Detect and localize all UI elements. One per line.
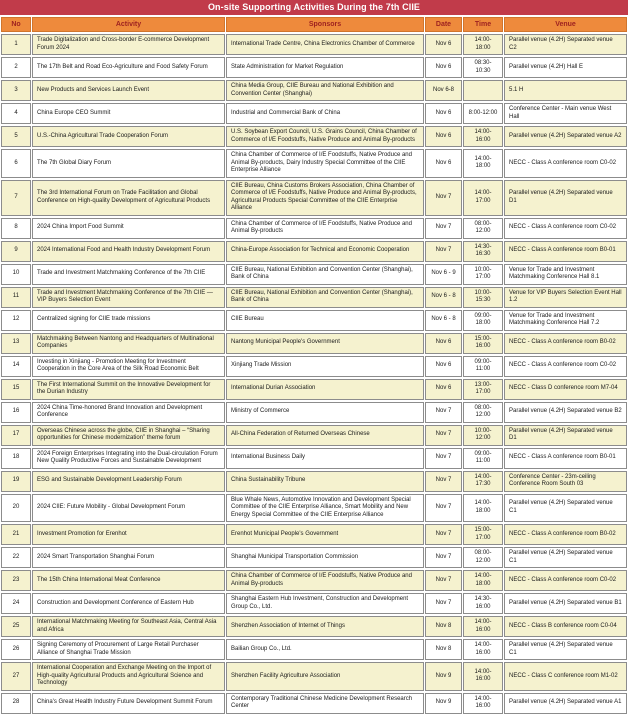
table-row [1,287,627,308]
cell-venue: Parallel venue (4.2H) Separated venue B1 [504,593,627,614]
cell-activity: Trade Digitalization and Cross-border E-commerce Development Forum 2024 [32,34,225,55]
cell-no: 7 [1,180,31,216]
cell-sponsors: China Chamber of Commerce of I/E Foodstuffs, Native Produce and Animal By-products, Dairy Industry Special Committee of the CIIE Enterprise Alliance [226,149,424,178]
cell-sponsors: Shenzhen Association of Internet of Things [226,616,424,637]
cell-no: 13 [1,333,31,354]
column-header-time: Time [463,17,503,32]
table-row [1,547,627,568]
cell-date: Nov 7 [425,448,462,469]
table-row [1,103,627,124]
cell-date: Nov 6 - 8 [425,310,462,331]
cell-venue: NECC - Class A conference room C0-02 [504,356,627,377]
cell-sponsors: CIIE Bureau, China Customs Brokers Association, China Chamber of Commerce of I/E Foodstuffs, Native Produce and Animal By-products, Agricultural Products Special Committee of the CIIE Enterprise Alliance [226,180,424,216]
table-row [1,662,627,691]
cell-activity: The 7th Global Diary Forum [32,149,225,178]
cell-date: Nov 7 [425,547,462,568]
column-header-sponsors: Sponsors [226,17,424,32]
cell-activity: Trade and Investment Matchmaking Conference of the 7th CIIE [32,264,225,285]
cell-activity: Signing Ceremony of Procurement of Large Retail Purchaser Alliance of Shanghai Trade Mission [32,639,225,660]
table-row [1,425,627,446]
cell-time: 14:00-16:00 [463,693,503,714]
table-row [1,402,627,423]
cell-no: 4 [1,103,31,124]
cell-time: 10:00-12:00 [463,425,503,446]
cell-time: 08:30-10:30 [463,57,503,78]
cell-no: 16 [1,402,31,423]
cell-time: 08:00-12:00 [463,547,503,568]
cell-no: 25 [1,616,31,637]
cell-no: 10 [1,264,31,285]
cell-sponsors: Shenzhen Facility Agriculture Association [226,662,424,691]
cell-time: 09:00-11:00 [463,356,503,377]
cell-activity: 2024 China Time-honored Brand Innovation and Development Conference [32,402,225,423]
cell-no: 6 [1,149,31,178]
cell-sponsors: Contemporary Traditional Chinese Medicine Development Research Center [226,693,424,714]
cell-no: 24 [1,593,31,614]
cell-venue: Parallel venue (4.2H) Separated venue A2 [504,126,627,147]
cell-sponsors: State Administration for Market Regulation [226,57,424,78]
cell-no: 21 [1,524,31,545]
cell-date: Nov 9 [425,662,462,691]
cell-date: Nov 7 [425,494,462,523]
cell-activity: Matchmaking Between Nantong and Headquarters of Multinational Companies [32,333,225,354]
cell-no: 26 [1,639,31,660]
cell-activity: 2024 Foreign Enterprises Integrating into the Dual-circulation Forum New Quality Productive Forces and Sustainable Development [32,448,225,469]
cell-sponsors: China Chamber of Commerce of I/E Foodstuffs, Native Produce and Animal By-products [226,218,424,239]
cell-sponsors: China Media Group, CIIE Bureau and National Exhibition and Convention Center (Shanghai) [226,80,424,101]
table-row [1,593,627,614]
cell-venue: Venue for Trade and Investment Matchmaking Conference Hall 8.1 [504,264,627,285]
cell-venue: NECC - Class A conference room B0-01 [504,448,627,469]
table-row [1,448,627,469]
table-row [1,241,627,262]
cell-no: 11 [1,287,31,308]
cell-date: Nov 6 [425,149,462,178]
cell-sponsors: China-Europe Association for Technical and Economic Cooperation [226,241,424,262]
cell-no: 12 [1,310,31,331]
cell-date: Nov 7 [425,180,462,216]
cell-activity: 2024 International Food and Health Industry Development Forum [32,241,225,262]
cell-time: 14:00-17:00 [463,180,503,216]
cell-venue: NECC - Class A conference room C0-02 [504,218,627,239]
cell-sponsors: Industrial and Commercial Bank of China [226,103,424,124]
table-row [1,310,627,331]
cell-date: Nov 7 [425,593,462,614]
cell-no: 8 [1,218,31,239]
table-row [1,264,627,285]
cell-activity: The First International Summit on the Innovative Development for the Durian Industry [32,379,225,400]
cell-venue: Conference Center - 23m-ceiling Conference Room South 03 [504,471,627,492]
cell-venue: NECC - Class C conference room M1-02 [504,662,627,691]
cell-date: Nov 9 [425,693,462,714]
cell-no: 22 [1,547,31,568]
cell-date: Nov 7 [425,241,462,262]
cell-sponsors: CIIE Bureau, National Exhibition and Convention Center (Shanghai), Bank of China [226,287,424,308]
cell-time: 14:00-18:00 [463,149,503,178]
cell-no: 27 [1,662,31,691]
table-body [1,34,627,714]
cell-date: Nov 7 [425,218,462,239]
cell-time: 14:00-16:00 [463,662,503,691]
cell-sponsors: U.S. Soybean Export Council, U.S. Grains Council, China Chamber of Commerce of I/E Foodstuffs, Native Produce and Animal By-products [226,126,424,147]
cell-activity: China's Great Health Industry Future Development Summit Forum [32,693,225,714]
cell-venue: Parallel venue (4.2H) Separated venue D1 [504,425,627,446]
cell-time: 14:00-16:00 [463,639,503,660]
cell-time: 14:00-18:00 [463,494,503,523]
cell-time: 08:00-12:00 [463,402,503,423]
cell-no: 2 [1,57,31,78]
table-row [1,570,627,591]
cell-date: Nov 7 [425,425,462,446]
cell-date: Nov 6 - 9 [425,264,462,285]
table-row [1,149,627,178]
cell-activity: 2024 Smart Transportation Shanghai Forum [32,547,225,568]
cell-no: 19 [1,471,31,492]
cell-time: 10:00-17:00 [463,264,503,285]
cell-sponsors: Nantong Municipal People's Government [226,333,424,354]
cell-date: Nov 6-8 [425,80,462,101]
cell-time: 10:00-15:30 [463,287,503,308]
cell-date: Nov 6 [425,356,462,377]
cell-venue: NECC - Class B conference room C0-04 [504,616,627,637]
cell-activity: 2024 CIIE: Future Mobility - Global Development Forum [32,494,225,523]
cell-time: 09:00-18:00 [463,310,503,331]
cell-venue: Parallel venue (4.2H) Separated venue C1 [504,639,627,660]
table-row [1,126,627,147]
cell-date: Nov 7 [425,471,462,492]
cell-venue: NECC - Class D conference room M7-04 [504,379,627,400]
cell-sponsors: China Sustainability Tribune [226,471,424,492]
cell-activity: China Europe CEO Summit [32,103,225,124]
cell-activity: Trade and Investment Matchmaking Conference of the 7th CIIE — VIP Buyers Selection Event [32,287,225,308]
cell-no: 20 [1,494,31,523]
cell-time: 8:00-12:00 [463,103,503,124]
table-row [1,356,627,377]
table-row [1,333,627,354]
cell-sponsors: All-China Federation of Returned Overseas Chinese [226,425,424,446]
cell-sponsors: CIIE Bureau, National Exhibition and Convention Center (Shanghai), Bank of China [226,264,424,285]
cell-time: 14:00-16:00 [463,126,503,147]
cell-date: Nov 6 [425,126,462,147]
activities-table [0,15,628,716]
cell-date: Nov 6 [425,379,462,400]
table-header-row [1,17,627,32]
cell-time: 15:00-16:00 [463,333,503,354]
cell-sponsors: Blue Whale News, Automotive Innovation and Development Special Committee of the CIIE Enterprise Alliance, Smart Mobility and New Energy Special Committee of the CIIE Enterprise Alliance [226,494,424,523]
cell-date: Nov 7 [425,524,462,545]
cell-venue: NECC - Class A conference room C0-02 [504,570,627,591]
cell-no: 1 [1,34,31,55]
table-row [1,616,627,637]
cell-date: Nov 6 [425,103,462,124]
cell-activity: The 3rd International Forum on Trade Facilitation and Global Conference on High-quality Development of Agricultural Products [32,180,225,216]
cell-sponsors: International Trade Centre, China Electronics Chamber of Commerce [226,34,424,55]
cell-date: Nov 6 [425,333,462,354]
cell-venue: NECC - Class A conference room B0-01 [504,241,627,262]
table-row [1,471,627,492]
cell-activity: Centralized signing for CIIE trade missions [32,310,225,331]
cell-venue: Parallel venue (4.2H) Separated venue C1 [504,547,627,568]
cell-no: 3 [1,80,31,101]
cell-time: 14:00-18:00 [463,34,503,55]
table-row [1,57,627,78]
cell-venue: Parallel venue (4.2H) Separated venue C2 [504,34,627,55]
cell-time: 14:00-17:30 [463,471,503,492]
table-row [1,379,627,400]
cell-sponsors: China Chamber of Commerce of I/E Foodstuffs, Native Produce and Animal By-products [226,570,424,591]
page-title: On-site Supporting Activities During the 7th CIIE [0,0,628,15]
cell-venue: Venue for VIP Buyers Selection Event Hall 1.2 [504,287,627,308]
cell-activity: The 17th Belt and Road Eco-Agriculture and Food Safety Forum [32,57,225,78]
cell-date: Nov 8 [425,616,462,637]
cell-sponsors: Shanghai Municipal Transportation Commission [226,547,424,568]
cell-time: 14:00-18:00 [463,570,503,591]
table-row [1,80,627,101]
column-header-activity: Activity [32,17,225,32]
cell-date: Nov 6 [425,57,462,78]
cell-no: 23 [1,570,31,591]
table-row [1,524,627,545]
cell-no: 15 [1,379,31,400]
cell-sponsors: International Business Daily [226,448,424,469]
cell-time: 14:00-16:00 [463,616,503,637]
table-row [1,693,627,714]
table-row [1,218,627,239]
cell-venue: 5.1 H [504,80,627,101]
cell-activity: International Cooperation and Exchange Meeting on the Import of High-quality Agricultural Products and Agricultural Science and Technology [32,662,225,691]
table-row [1,494,627,523]
cell-sponsors: CIIE Bureau [226,310,424,331]
cell-venue: Parallel venue (4.2H) Separated venue C1 [504,494,627,523]
cell-no: 5 [1,126,31,147]
cell-time: 13:00-17:00 [463,379,503,400]
cell-no: 17 [1,425,31,446]
cell-time: 09:00-11:00 [463,448,503,469]
cell-activity: 2024 China Import Food Summit [32,218,225,239]
cell-sponsors: Xinjiang Trade Mission [226,356,424,377]
cell-date: Nov 6 - 8 [425,287,462,308]
cell-sponsors: Erenhot Municipal People's Government [226,524,424,545]
cell-date: Nov 8 [425,639,462,660]
cell-time: 14:30-16:00 [463,593,503,614]
cell-venue: Venue for Trade and Investment Matchmaking Conference Hall 7.2 [504,310,627,331]
cell-venue: Conference Center - Main venue West Hall [504,103,627,124]
cell-venue: Parallel venue (4.2H) Separated venue A1 [504,693,627,714]
cell-venue: NECC - Class A conference room C0-02 [504,149,627,178]
table-row [1,180,627,216]
cell-sponsors: Bailian Group Co., Ltd. [226,639,424,660]
cell-time [463,80,503,101]
column-header-venue: Venue [504,17,627,32]
cell-activity: International Matchmaking Meeting for Southeast Asia, Central Asia and Africa [32,616,225,637]
table-row [1,34,627,55]
cell-sponsors: International Durian Association [226,379,424,400]
cell-no: 9 [1,241,31,262]
table-row [1,639,627,660]
cell-venue: Parallel venue (4.2H) Separated venue D1 [504,180,627,216]
cell-activity: Construction and Development Conference of Eastern Hub [32,593,225,614]
cell-sponsors: Shanghai Eastern Hub Investment, Construction and Development Group Co., Ltd. [226,593,424,614]
cell-venue: Parallel venue (4.2H) Hall E [504,57,627,78]
cell-date: Nov 7 [425,570,462,591]
cell-time: 08:00-12:00 [463,218,503,239]
cell-venue: NECC - Class A conference room B0-02 [504,524,627,545]
column-header-no: No [1,17,31,32]
cell-date: Nov 7 [425,402,462,423]
cell-activity: ESG and Sustainable Development Leadership Forum [32,471,225,492]
cell-date: Nov 6 [425,34,462,55]
cell-no: 18 [1,448,31,469]
cell-activity: Investing in Xinjiang - Promotion Meeting for Investment Cooperation in the Core Area of the Silk Road Economic Belt [32,356,225,377]
cell-time: 15:00-17:00 [463,524,503,545]
cell-sponsors: Ministry of Commerce [226,402,424,423]
cell-activity: New Products and Services Launch Event [32,80,225,101]
cell-venue: NECC - Class A conference room B0-02 [504,333,627,354]
cell-no: 28 [1,693,31,714]
column-header-date: Date [425,17,462,32]
cell-activity: The 15th China International Meat Conference [32,570,225,591]
cell-venue: Parallel venue (4.2H) Separated venue B2 [504,402,627,423]
cell-time: 14:30-16:30 [463,241,503,262]
cell-activity: U.S.-China Agricultural Trade Cooperation Forum [32,126,225,147]
cell-no: 14 [1,356,31,377]
cell-activity: Overseas Chinese across the globe, CIIE in Shanghai – “Sharing opportunities for Chinese modernization” theme forum [32,425,225,446]
cell-activity: Investment Promotion for Erenhot [32,524,225,545]
